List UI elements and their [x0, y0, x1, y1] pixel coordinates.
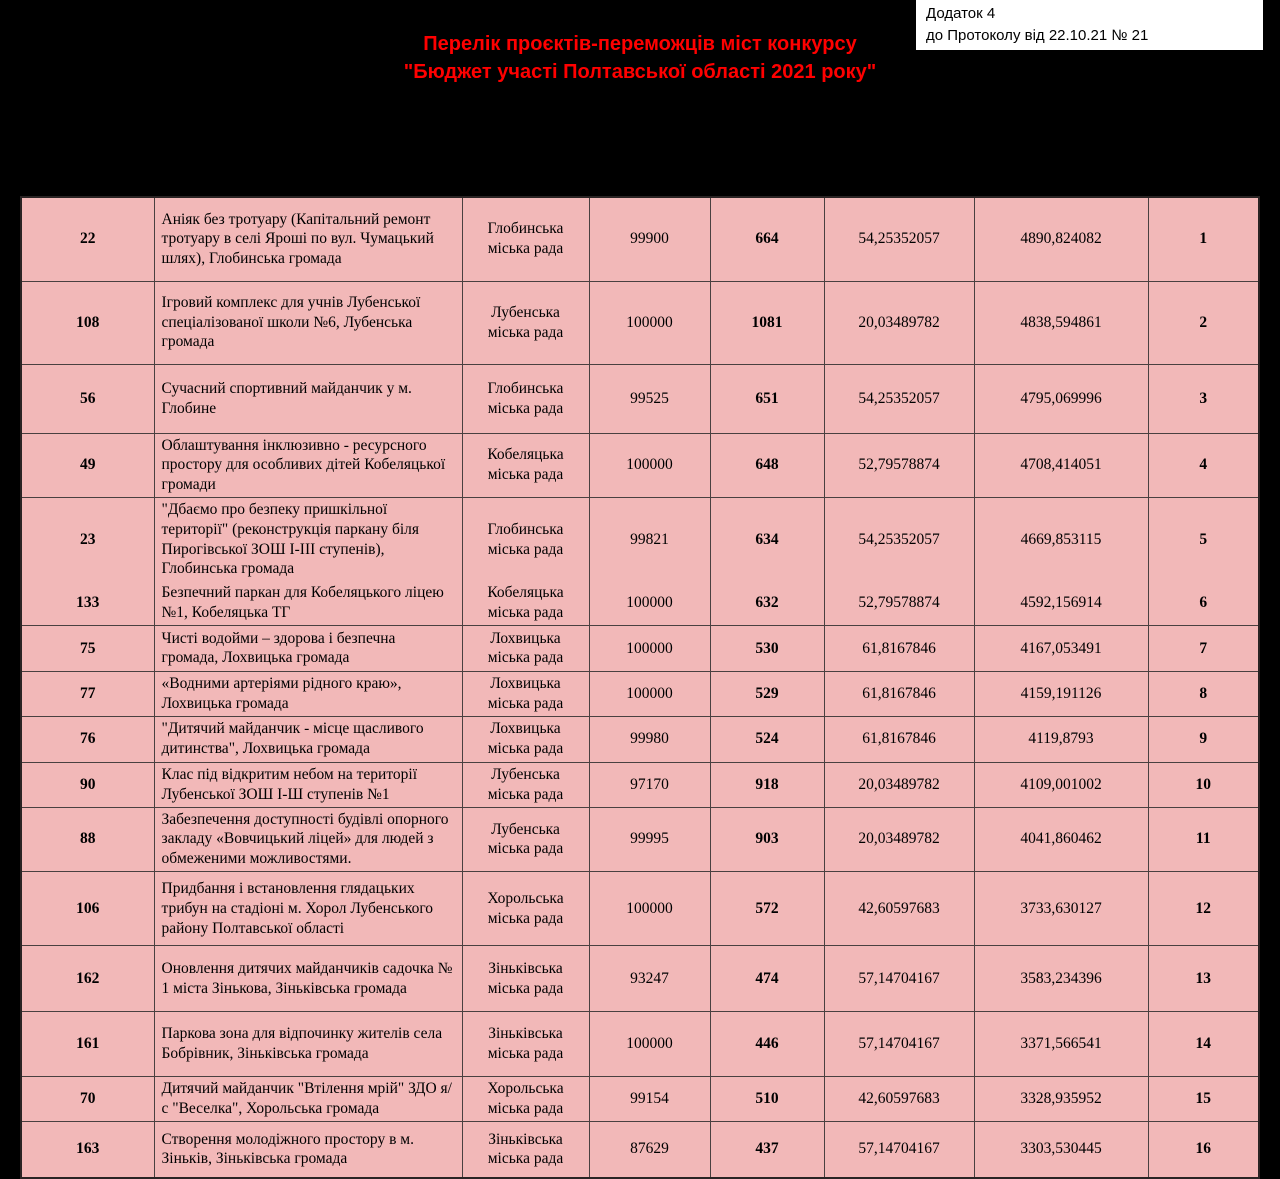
- page-title-line1: Перелік проєктів-переможців міст конкурсу: [423, 33, 857, 55]
- cell-council: Лохвицька міська рада: [462, 625, 589, 671]
- table-row: [21, 1012, 1259, 1077]
- cell-project-id: 133: [21, 581, 154, 625]
- cell-score: 4119,8793: [974, 716, 1148, 762]
- cell-votes: 529: [710, 671, 824, 716]
- cell-project-name: Ігровий комплекс для учнів Лубенської спеціалізованої школи №6, Лубенська громада: [154, 281, 462, 364]
- cell-coefficient: 54,25352057: [824, 197, 974, 281]
- cell-project-name: «Водними артеріями рідного краю», Лохвицька громада: [154, 671, 462, 716]
- cell-score: 3371,566541: [974, 1012, 1148, 1077]
- cell-votes: 634: [710, 497, 824, 581]
- cell-rank: 13: [1148, 946, 1259, 1012]
- table-row: [21, 625, 1259, 671]
- cell-project-name: Дитячий майданчик "Втілення мрій" ЗДО я/с "Веселка", Хорольська громада: [154, 1077, 462, 1122]
- cell-project-id: 106: [21, 872, 154, 946]
- cell-votes: 474: [710, 946, 824, 1012]
- cell-score: 4838,594861: [974, 281, 1148, 364]
- cell-project-id: 90: [21, 762, 154, 807]
- cell-council: Хорольська міська рада: [462, 872, 589, 946]
- cell-rank: 1: [1148, 197, 1259, 281]
- page-title: [0, 30, 1280, 86]
- cell-council: Лубенська міська рада: [462, 807, 589, 871]
- cell-coefficient: 61,8167846: [824, 716, 974, 762]
- cell-project-id: 49: [21, 433, 154, 497]
- cell-budget: 99154: [589, 1077, 710, 1122]
- cell-rank: 11: [1148, 807, 1259, 871]
- cell-votes: 524: [710, 716, 824, 762]
- cell-rank: 12: [1148, 872, 1259, 946]
- cell-budget: 93247: [589, 946, 710, 1012]
- cell-rank: 14: [1148, 1012, 1259, 1077]
- cell-project-name: Чисті водойми – здорова і безпечна громада, Лохвицька громада: [154, 625, 462, 671]
- cell-project-id: 88: [21, 807, 154, 871]
- cell-score: 4669,853115: [974, 497, 1148, 581]
- cell-project-id: 77: [21, 671, 154, 716]
- cell-project-name: Аніяк без тротуару (Капітальний ремонт тротуару в селі Яроші по вул. Чумацький шлях), Глобинська громада: [154, 197, 462, 281]
- table-row: [21, 364, 1259, 433]
- table-row: [21, 1077, 1259, 1122]
- cell-score: 4159,191126: [974, 671, 1148, 716]
- cell-budget: 99821: [589, 497, 710, 581]
- table-row: [21, 762, 1259, 807]
- cell-coefficient: 61,8167846: [824, 625, 974, 671]
- cell-council: Кобеляцька міська рада: [462, 581, 589, 625]
- cell-council: Лохвицька міська рада: [462, 671, 589, 716]
- cell-votes: 510: [710, 1077, 824, 1122]
- cell-rank: 15: [1148, 1077, 1259, 1122]
- table-row: [21, 671, 1259, 716]
- cell-score: 4795,069996: [974, 364, 1148, 433]
- cell-votes: 446: [710, 1012, 824, 1077]
- table-row: [21, 581, 1259, 625]
- cell-budget: 100000: [589, 625, 710, 671]
- table-row: [21, 497, 1259, 581]
- cell-coefficient: 20,03489782: [824, 281, 974, 364]
- cell-project-name: Безпечний паркан для Кобеляцького ліцею №1, Кобеляцька ТГ: [154, 581, 462, 625]
- cell-rank: 4: [1148, 433, 1259, 497]
- cell-votes: 632: [710, 581, 824, 625]
- cell-votes: 1081: [710, 281, 824, 364]
- cell-score: 4708,414051: [974, 433, 1148, 497]
- cell-budget: 99995: [589, 807, 710, 871]
- cell-budget: 100000: [589, 433, 710, 497]
- cell-coefficient: 57,14704167: [824, 946, 974, 1012]
- cell-budget: 100000: [589, 1012, 710, 1077]
- cell-coefficient: 54,25352057: [824, 364, 974, 433]
- cell-coefficient: 54,25352057: [824, 497, 974, 581]
- cell-score: 3733,630127: [974, 872, 1148, 946]
- cell-rank: 8: [1148, 671, 1259, 716]
- cell-budget: 100000: [589, 671, 710, 716]
- cell-council: Хорольська міська рада: [462, 1077, 589, 1122]
- cell-score: 4592,156914: [974, 581, 1148, 625]
- cell-coefficient: 57,14704167: [824, 1012, 974, 1077]
- cell-score: 3328,935952: [974, 1077, 1148, 1122]
- cell-council: Лубенська міська рада: [462, 762, 589, 807]
- cell-coefficient: 52,79578874: [824, 433, 974, 497]
- cell-project-id: 56: [21, 364, 154, 433]
- cell-coefficient: 20,03489782: [824, 762, 974, 807]
- cell-project-name: Облаштування інклюзивно - ресурсного простору для особливих дітей Кобеляцької громади: [154, 433, 462, 497]
- cell-rank: 16: [1148, 1122, 1259, 1178]
- cell-council: Глобинська міська рада: [462, 364, 589, 433]
- cell-project-name: Сучасний спортивний майданчик у м. Глобине: [154, 364, 462, 433]
- winners-table: [20, 196, 1260, 1179]
- cell-project-name: Створення молодіжного простору в м. Зіньків, Зіньківська громада: [154, 1122, 462, 1178]
- cell-rank: 2: [1148, 281, 1259, 364]
- cell-council: Кобеляцька міська рада: [462, 433, 589, 497]
- cell-project-id: 163: [21, 1122, 154, 1178]
- cell-votes: 530: [710, 625, 824, 671]
- table-row: [21, 946, 1259, 1012]
- cell-rank: 6: [1148, 581, 1259, 625]
- cell-votes: 437: [710, 1122, 824, 1178]
- cell-council: Лубенська міська рада: [462, 281, 589, 364]
- cell-project-id: 75: [21, 625, 154, 671]
- cell-project-id: 162: [21, 946, 154, 1012]
- cell-votes: 651: [710, 364, 824, 433]
- appendix-line2: до Протоколу від 22.10.21 № 21: [926, 26, 1149, 44]
- cell-coefficient: 42,60597683: [824, 1077, 974, 1122]
- cell-budget: 100000: [589, 281, 710, 364]
- cell-council: Глобинська міська рада: [462, 497, 589, 581]
- cell-project-id: 23: [21, 497, 154, 581]
- cell-project-name: Паркова зона для відпочинку жителів села Бобрівник, Зіньківська громада: [154, 1012, 462, 1077]
- cell-council: Глобинська міська рада: [462, 197, 589, 281]
- cell-project-name: "Дбаємо про безпеку пришкільної території" (реконструкція паркану біля Пирогівської ЗОШ І-ІІІ ступенів), Глобинська громада: [154, 497, 462, 581]
- cell-project-name: Оновлення дитячих майданчиків садочка № 1 міста Зінькова, Зіньківська громада: [154, 946, 462, 1012]
- cell-project-name: Клас під відкритим небом на території Лубенської ЗОШ І-Ш ступенів №1: [154, 762, 462, 807]
- cell-budget: 100000: [589, 581, 710, 625]
- table-row: [21, 197, 1259, 281]
- cell-budget: 99980: [589, 716, 710, 762]
- cell-score: 4167,053491: [974, 625, 1148, 671]
- cell-votes: 903: [710, 807, 824, 871]
- cell-votes: 648: [710, 433, 824, 497]
- cell-project-name: "Дитячий майданчик - місце щасливого дитинства", Лохвицька громада: [154, 716, 462, 762]
- cell-votes: 572: [710, 872, 824, 946]
- cell-rank: 9: [1148, 716, 1259, 762]
- cell-budget: 100000: [589, 872, 710, 946]
- table-row: [21, 1122, 1259, 1178]
- cell-coefficient: 61,8167846: [824, 671, 974, 716]
- cell-budget: 99900: [589, 197, 710, 281]
- cell-coefficient: 57,14704167: [824, 1122, 974, 1178]
- table-row: [21, 281, 1259, 364]
- table-row: [21, 807, 1259, 871]
- cell-score: 4109,001002: [974, 762, 1148, 807]
- cell-project-name: Забезпечення доступності будівлі опорного закладу «Вовчицький ліцей» для людей з обмеженими можливостями.: [154, 807, 462, 871]
- cell-project-name: Придбання і встановлення глядацьких трибун на стадіоні м. Хорол Лубенського району Полтавської області: [154, 872, 462, 946]
- table-row: [21, 433, 1259, 497]
- cell-coefficient: 52,79578874: [824, 581, 974, 625]
- cell-votes: 918: [710, 762, 824, 807]
- cell-project-id: 108: [21, 281, 154, 364]
- cell-rank: 3: [1148, 364, 1259, 433]
- cell-project-id: 70: [21, 1077, 154, 1122]
- page-title-line2: "Бюджет участі Полтавської області 2021 року": [403, 61, 877, 83]
- table-row: [21, 872, 1259, 946]
- cell-budget: 99525: [589, 364, 710, 433]
- cell-rank: 5: [1148, 497, 1259, 581]
- cell-coefficient: 42,60597683: [824, 872, 974, 946]
- cell-score: 3583,234396: [974, 946, 1148, 1012]
- cell-project-id: 76: [21, 716, 154, 762]
- cell-council: Зіньківська міська рада: [462, 1122, 589, 1178]
- cell-rank: 10: [1148, 762, 1259, 807]
- cell-council: Зіньківська міська рада: [462, 1012, 589, 1077]
- cell-votes: 664: [710, 197, 824, 281]
- cell-score: 4041,860462: [974, 807, 1148, 871]
- cell-project-id: 22: [21, 197, 154, 281]
- cell-council: Зіньківська міська рада: [462, 946, 589, 1012]
- cell-project-id: 161: [21, 1012, 154, 1077]
- cell-budget: 87629: [589, 1122, 710, 1178]
- cell-score: 3303,530445: [974, 1122, 1148, 1178]
- cell-budget: 97170: [589, 762, 710, 807]
- cell-rank: 7: [1148, 625, 1259, 671]
- cell-coefficient: 20,03489782: [824, 807, 974, 871]
- cell-score: 4890,824082: [974, 197, 1148, 281]
- table-row: [21, 716, 1259, 762]
- cell-council: Лохвицька міська рада: [462, 716, 589, 762]
- appendix-line1: Додаток 4: [926, 5, 996, 22]
